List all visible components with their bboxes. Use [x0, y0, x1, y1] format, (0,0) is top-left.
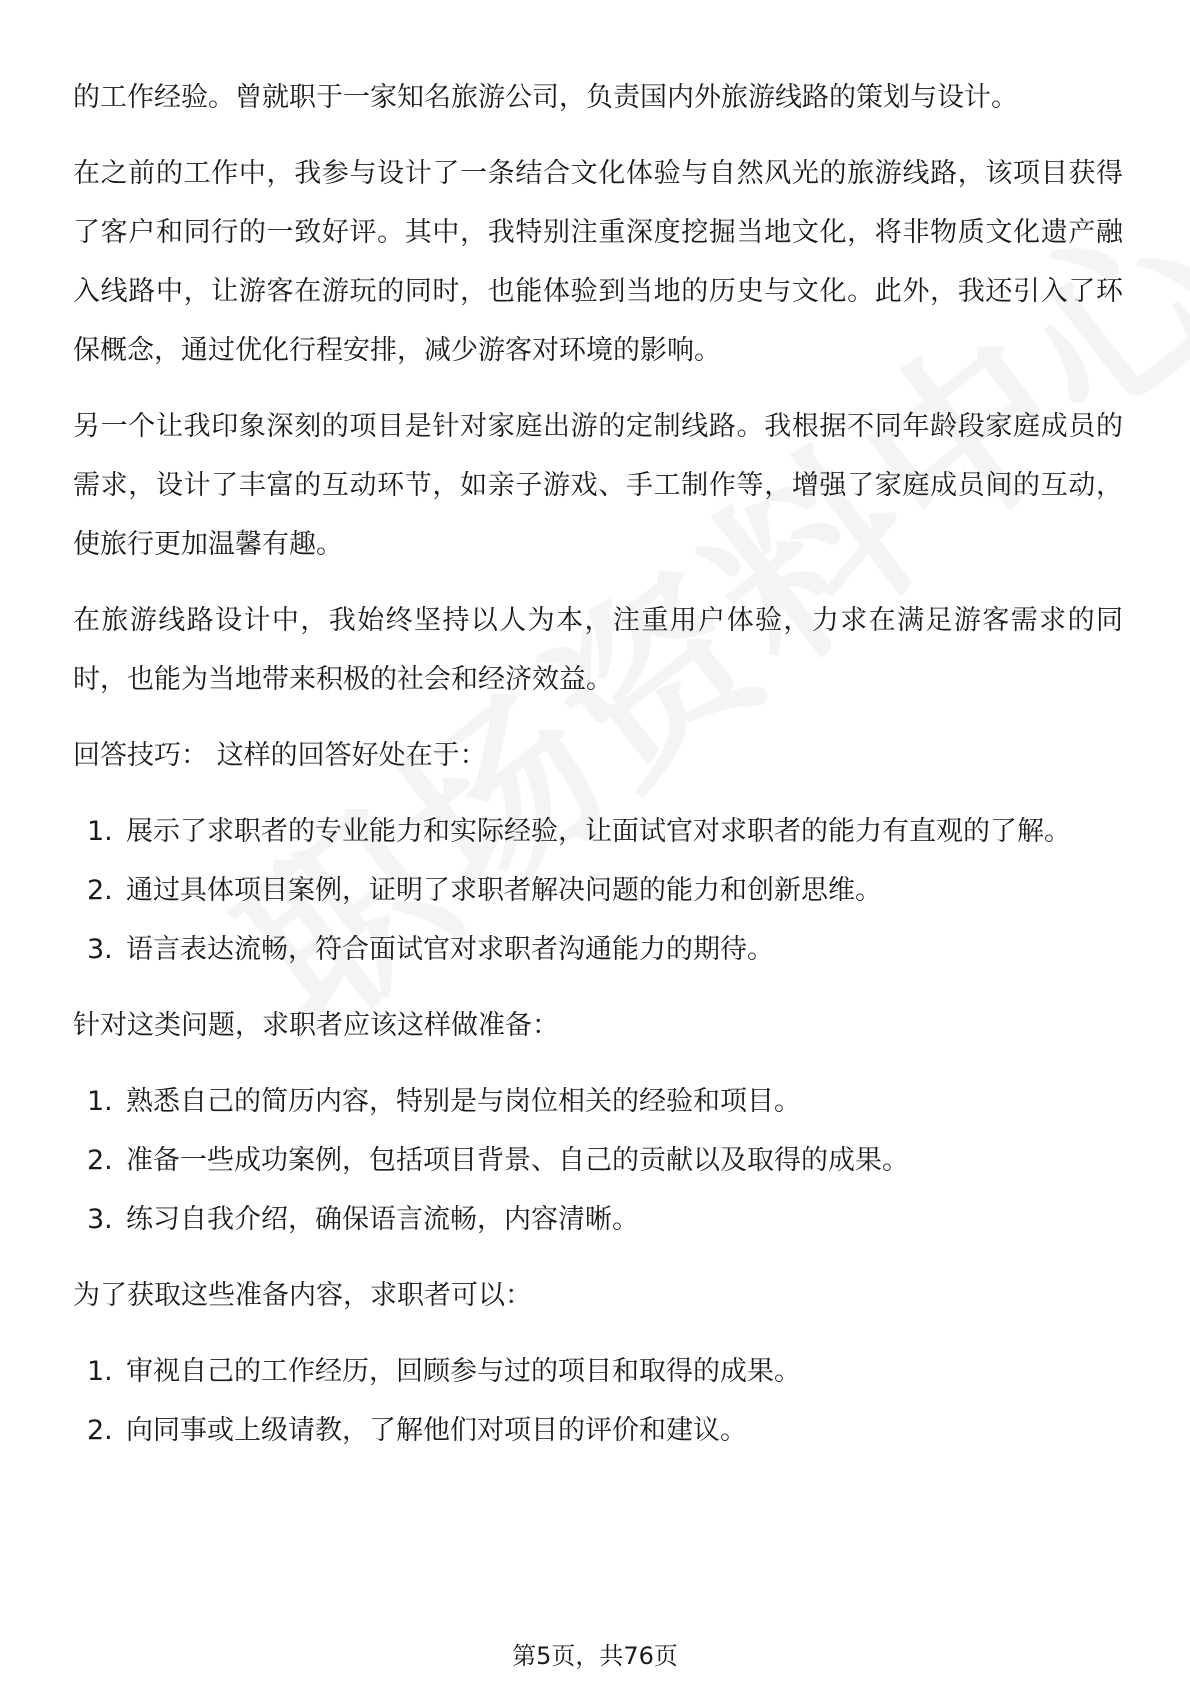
- list-number: 1.: [87, 1356, 113, 1387]
- list-number: 1.: [87, 816, 113, 847]
- list-item: [73, 1190, 1123, 1249]
- list-item: [73, 1072, 1123, 1131]
- list-item: [73, 802, 1123, 861]
- list-number: 1.: [87, 1086, 113, 1117]
- list-number: 3.: [87, 1204, 113, 1235]
- paragraph: 的工作经验。曾就职于一家知名旅游公司，负责国内外旅游线路的策划与设计。: [73, 82, 1018, 113]
- prep-list: [73, 1072, 1123, 1249]
- list-item-text: 熟悉自己的简历内容，特别是与岗位相关的经验和项目。: [126, 1086, 801, 1117]
- prep-heading: 针对这类问题，求职者应该这样做准备：: [73, 1010, 559, 1041]
- paragraph: 在旅游线路设计中，我始终坚持以人为本，注重用户体验，力求在满足游客需求的同时，也能为当地带来积极的社会和经济效益。: [73, 605, 1123, 695]
- list-item-text: 展示了求职者的专业能力和实际经验，让面试官对求职者的能力有直观的了解。: [126, 816, 1071, 847]
- list-number: 2.: [87, 1415, 113, 1446]
- list-item: [73, 861, 1123, 920]
- list-item-text: 向同事或上级请教，了解他们对项目的评价和建议。: [126, 1415, 747, 1446]
- list-item: [73, 1401, 1123, 1460]
- obtain-heading: 为了获取这些准备内容，求职者可以：: [73, 1280, 532, 1311]
- list-number: 2.: [87, 1145, 113, 1176]
- document-body: [73, 68, 1123, 1477]
- list-item-text: 练习自我介绍，确保语言流畅，内容清晰。: [126, 1204, 639, 1235]
- tips-heading: 回答技巧： 这样的回答好处在于：: [73, 740, 487, 771]
- tips-list: [73, 802, 1123, 979]
- list-item-text: 准备一些成功案例，包括项目背景、自己的贡献以及取得的成果。: [126, 1145, 909, 1176]
- page-footer: 第5页，共76页: [512, 1642, 678, 1670]
- list-number: 3.: [87, 934, 113, 965]
- list-item: [73, 1342, 1123, 1401]
- obtain-list: [73, 1342, 1123, 1460]
- paragraph: 在之前的工作中，我参与设计了一条结合文化体验与自然风光的旅游线路，该项目获得了客户和同行的一致好评。其中，我特别注重深度挖掘当地文化，将非物质文化遗产融入线路中，让游客在游玩的同时，也能体验到当地的历史与文化。此外，我还引入了环保概念，通过优化行程安排，减少游客对环境的影响。: [73, 158, 1123, 366]
- list-item-text: 语言表达流畅，符合面试官对求职者沟通能力的期待。: [126, 934, 774, 965]
- list-item: [73, 920, 1123, 979]
- list-item-text: 审视自己的工作经历，回顾参与过的项目和取得的成果。: [126, 1356, 801, 1387]
- list-item-text: 通过具体项目案例，证明了求职者解决问题的能力和创新思维。: [126, 875, 882, 906]
- paragraph: 另一个让我印象深刻的项目是针对家庭出游的定制线路。我根据不同年龄段家庭成员的需求，设计了丰富的互动环节，如亲子游戏、手工制作等，增强了家庭成员间的互动，使旅行更加温馨有趣。: [73, 411, 1123, 560]
- list-item: [73, 1131, 1123, 1190]
- list-number: 2.: [87, 875, 113, 906]
